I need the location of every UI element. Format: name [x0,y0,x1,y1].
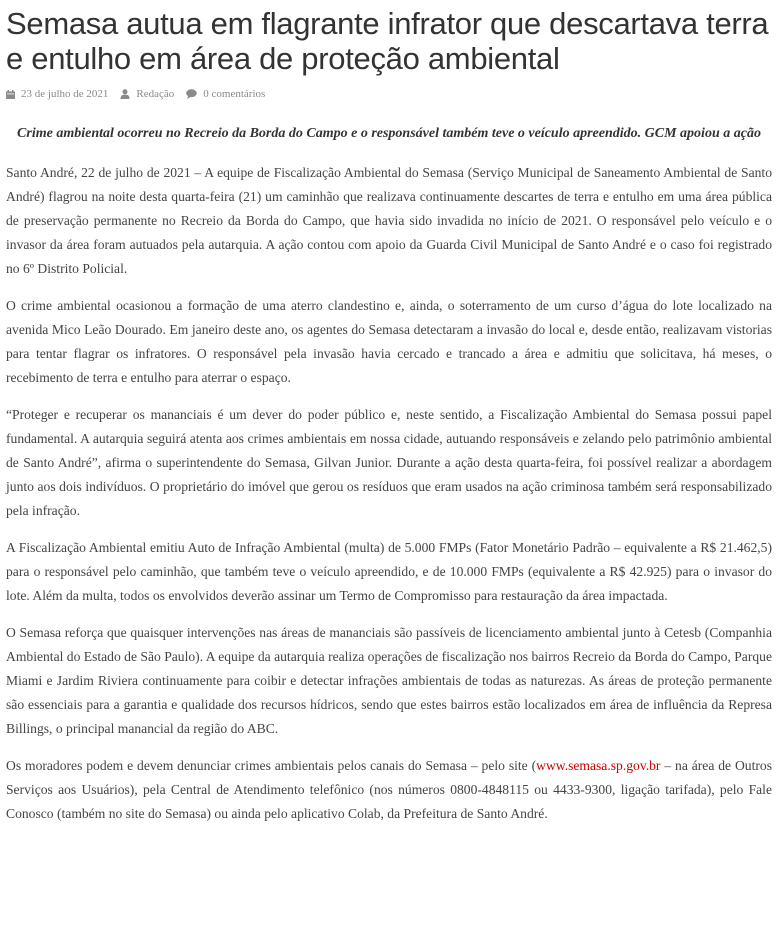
paragraph-6 [6,754,772,826]
meta-author-text[interactable]: Redação [136,88,175,100]
paragraph-6-start: Os moradores podem e devem denunciar crimes ambientais pelos canais do Semasa – pelo site ( [6,758,537,773]
calendar-icon [6,90,15,99]
article-meta [6,86,772,102]
paragraph-4: A Fiscalização Ambiental emitiu Auto de Infração Ambiental (multa) de 5.000 FMPs (Fator Monetário Padrão – equivalente a R$ 21.462,5) para o responsável pelo caminhão, que também teve o veículo apreendido, e de 10.000 FMPs (equivalente a R$ 42.925) para o invasor do lote. Além da multa, todos os envolvidos deverão assinar um Termo de Compromisso para restauração da área impactada. [6,540,772,603]
paragraph-5: O Semasa reforça que quaisquer intervenções nas áreas de mananciais são passíveis de licenciamento ambiental junto à Cetesb (Companhia Ambiental do Estado de São Paulo). A equipe da autarquia realiza operações de fiscalização nos bairros Recreio da Borda do Campo, Parque Miami e Jardim Riviera continuamente para coibir e detectar infrações ambientais de todas as naturezas. As áreas de proteção permanente são essenciais para a garantia e qualidade dos recursos hídricos, sendo que estes bairros estão localizados em área de influência da Represa Billings, o principal manancial da região do ABC. [6,625,772,736]
article-title: Semasa autua em flagrante infrator que descartava terra e entulho em área de proteção ambiental [6,6,769,76]
meta-comments[interactable] [186,88,265,100]
semasa-site-link[interactable]: www.semasa.sp.gov.br [536,758,661,773]
paragraph-1: Santo André, 22 de julho de 2021 – A equipe de Fiscalização Ambiental do Semasa (Serviço Municipal de Saneamento Ambiental de Santo André) flagrou na noite desta quarta-feira (21) um caminhão que realizava continuamente descartes de terra e entulho em uma área pública de preservação permanente no Recreio da Borda do Campo, que havia sido invadida no início de 2021. O responsável pelo veículo e o invasor da área foram autuados pela autarquia. A ação contou com apoio da Guarda Civil Municipal de Santo André e o caso foi registrado no 6º Distrito Policial. [6,165,772,276]
paragraph-2: O crime ambiental ocasionou a formação de uma aterro clandestino e, ainda, o soterramento de um curso d’água do lote localizado na avenida Mico Leão Dourado. Em janeiro deste ano, os agentes do Semasa detectaram a invasão do local e, desde então, realizavam vistorias para tentar flagrar os infratores. O responsável pela invasão havia cercado e trancado a área e admitiu que solicitava, há meses, o recebimento de terra e entulho para aterrar o espaço. [6,298,772,385]
article-lead: Crime ambiental ocorreu no Recreio da Borda do Campo e o responsável também teve o veículo apreendido. GCM apoiou a ação [17,126,761,141]
meta-date-text: 23 de julho de 2021 [21,88,109,100]
comment-icon [186,89,197,99]
meta-comments-text[interactable]: 0 comentários [203,88,266,100]
user-icon [120,89,130,99]
paragraph-3: “Proteger e recuperar os mananciais é um dever do poder público e, neste sentido, a Fiscalização Ambiental do Semasa possui papel fundamental. A autarquia seguirá atenta aos crimes ambientais em nossa cidade, autuando responsáveis e zelando pelo patrimônio ambiental de Santo André”, afirma o superintendente do Semasa, Gilvan Junior. Durante a ação desta quarta-feira, foi possível realizar a abordagem junto aos dois indivíduos. O proprietário do imóvel que gerou os resíduos que eram usados na ação criminosa também será responsabilizado pela infração. [6,407,772,518]
meta-author[interactable] [120,88,174,100]
meta-date [6,88,108,100]
paragraph-6-end: – na área de Outros Serviços aos Usuários), pela Central de Atendimento telefônico (nos números 0800-4848115 ou 4433-9300, ligação tarifada), pelo Fale Conosco (também no site do Semasa) ou ainda pelo aplicativo Colab, da Prefeitura de Santo André. [6,758,772,821]
article-body [6,161,772,826]
